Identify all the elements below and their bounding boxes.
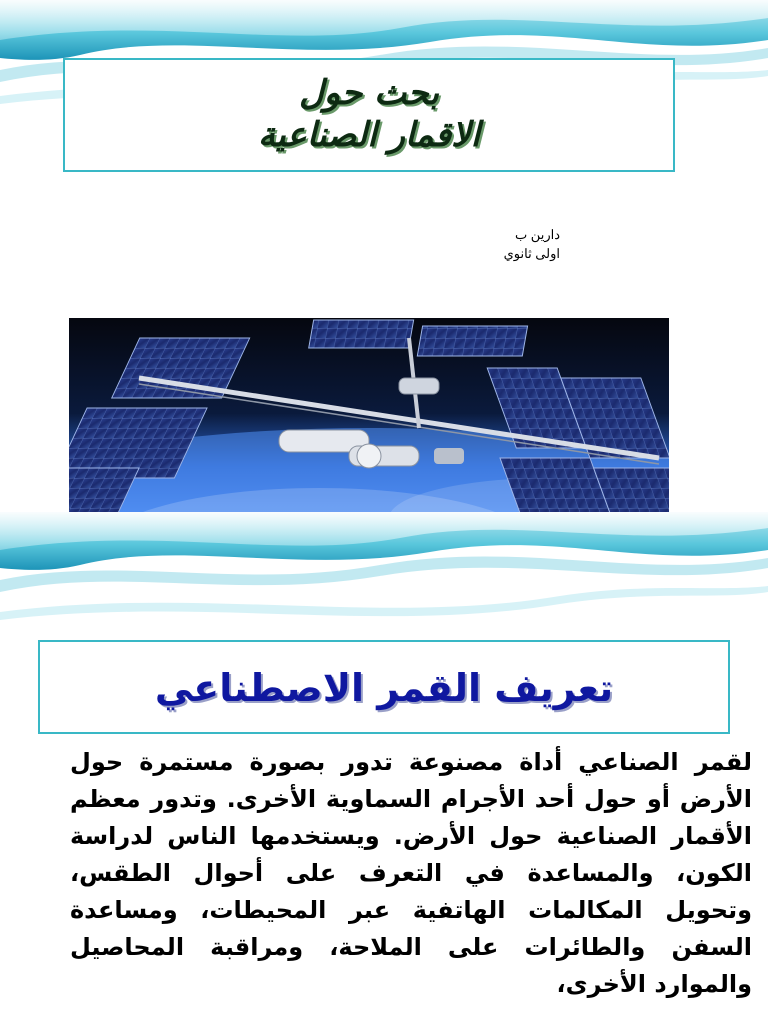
definition-title: تعريف القمر الاصطناعي	[154, 666, 614, 710]
definition-body-text: لقمر الصناعي أداة مصنوعة تدور بصورة مستمرة حول الأرض أو حول أحد الأجرام السماوية الأخرى. وتدور معظم الأقمار الصناعية حول الأرض. ويستخدمها الناس لدراسة الكون، والمساعدة في التعرف على أحوال الطقس، وتحويل المكالمات الهاتفية عبر المحيطات، ومساعدة السفن والطائرات على الملاحة، ومراقبة المحاصيل والموارد الأخرى،	[70, 748, 752, 998]
slide-definition	[0, 512, 768, 1024]
author-grade: اولى ثانوي	[503, 246, 560, 261]
author-name: دارين ب	[514, 227, 560, 242]
cover-title-line-1: بحث حول	[299, 73, 439, 113]
cover-title-line-2: الاقمار الصناعية	[257, 115, 481, 155]
space-station-photo	[69, 318, 669, 512]
cover-title-box	[63, 58, 675, 172]
definition-title-box	[38, 640, 730, 734]
author-info	[380, 225, 560, 263]
